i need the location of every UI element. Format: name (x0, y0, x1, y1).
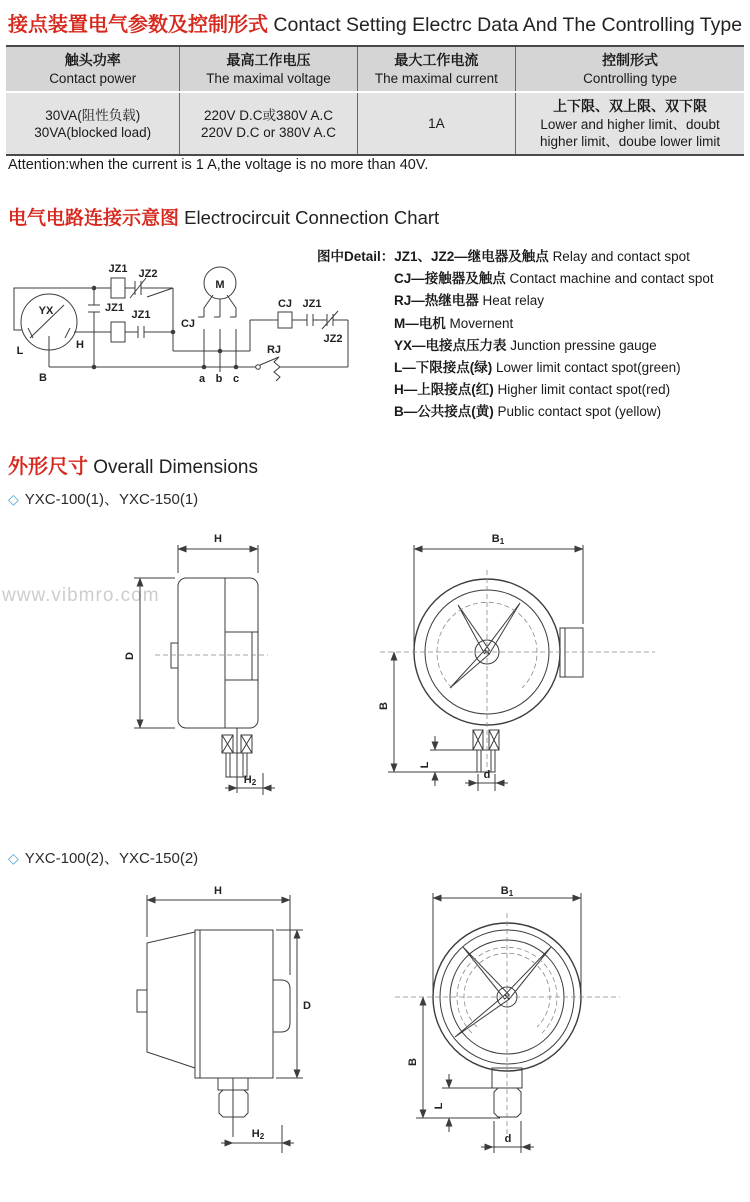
dim-label-d: d (504, 1133, 512, 1145)
label-terminal-a: a (198, 373, 206, 385)
front-view-type2 (395, 885, 620, 1153)
dim-label-d: d (483, 769, 491, 781)
section-electrocircuit-title: 电气电路连接示意图 Electrocircuit Connection Chart (8, 207, 440, 229)
label-jz1-coil: JZ1 (108, 263, 128, 275)
watermark: www.vibmro.com (2, 585, 160, 606)
legend-line: RJ—热继电器 Heat relay (394, 293, 545, 309)
label-cj-contacts: CJ (180, 318, 196, 330)
label-jz1-branch2: JZ1 (131, 309, 151, 321)
circuit-diagram (2, 250, 362, 395)
legend-line: YX—电接点压力表 Junction pressine gauge (394, 337, 657, 353)
legend-line: H—上限接点(红) Higher limit contact spot(red) (394, 382, 671, 398)
diamond-icon: ◇ (8, 850, 19, 866)
label-terminal-b: b (215, 373, 223, 385)
legend-line: M—电机 Movernent (394, 315, 514, 331)
side-view-type1 (124, 533, 275, 795)
front-view-type1 (378, 533, 655, 791)
circuit-legend (317, 246, 749, 424)
label-terminal-c: c (232, 373, 240, 385)
page-title-en: Contact Setting Electrc Data And The Controlling Type (273, 14, 743, 36)
label-motor: M (215, 279, 225, 291)
dim-label-B: B (378, 702, 390, 710)
dimension-drawings-set1 (100, 525, 680, 820)
page-title (8, 8, 742, 37)
model-set-1: ◇ YXC-100(1)、YXC-150(1) (8, 491, 199, 508)
dim-label-H2: H2 (243, 774, 257, 787)
label-jz1-vert-contact: JZ1 (105, 302, 124, 314)
dim-label-L: L (433, 1102, 445, 1110)
dim-label-H2: H2 (251, 1128, 265, 1141)
header-max-voltage: 最高工作电压 The maximal voltage (179, 47, 356, 91)
header-max-current: 最大工作电流 The maximal current (357, 47, 516, 91)
legend-line: 图中Detail：JZ1、JZ2—继电器及触点 Relay and contact spot (317, 249, 690, 264)
label-yx-gauge: YX (38, 305, 54, 317)
electric-data-table (6, 45, 744, 156)
side-view-type2 (137, 885, 311, 1153)
section-dimensions-title: 外形尺寸 Overall Dimensions (8, 456, 259, 478)
cell-contact-power: 30VA(阻性负载) 30VA(blocked load) (34, 107, 152, 140)
header-contact-power: 触头功率 Contact power (49, 52, 137, 86)
dim-label-D: D (124, 652, 136, 660)
attention-note: Attention:when the current is 1 A,the voltage is no more than 40V. (8, 157, 429, 173)
legend-line: CJ—接触器及触点 Contact machine and contact spot (394, 271, 714, 287)
cell-max-voltage: 220V D.C或380V A.C 220V D.C or 380V A.C (179, 93, 356, 154)
page-title-zh: 接点装置电气参数及控制形式 (8, 14, 268, 36)
label-jz2-right: JZ2 (323, 333, 343, 345)
table-data-row (6, 91, 744, 154)
dim-label-H: H (214, 533, 222, 545)
model-set-2: ◇ YXC-100(2)、YXC-150(2) (8, 850, 199, 867)
dim-label-L: L (419, 761, 431, 769)
label-cj-coil: CJ (277, 298, 293, 310)
dim-label-B: B (407, 1058, 419, 1066)
table-header-row (6, 47, 744, 91)
label-b-contact: B (39, 372, 47, 384)
diamond-icon: ◇ (8, 491, 19, 507)
legend-line: B—公共接点(黄) Public contact spot (yellow) (394, 404, 662, 420)
dim-label-D: D (303, 1000, 311, 1012)
cell-controlling-type: 上下限、双上限、双下限 Lower and higher limit、doubt higher limit、doube lower limit (515, 93, 744, 154)
label-jz1-right: JZ1 (302, 298, 322, 310)
legend-line: L—下限接点(绿) Lower limit contact spot(green) (394, 360, 681, 376)
dim-label-B1: B1 (500, 885, 514, 898)
label-jz2-contact: JZ2 (138, 268, 158, 280)
label-h-contact: H (76, 339, 84, 351)
dim-label-H: H (214, 885, 222, 897)
dim-label-B1: B1 (491, 533, 505, 546)
dimension-drawings-set2 (100, 885, 680, 1165)
label-rj-relay: RJ (266, 344, 282, 356)
header-controlling-type: 控制形式 Controlling type (515, 47, 744, 91)
label-l-contact: L (16, 345, 24, 357)
cell-max-current: 1A (357, 93, 516, 154)
